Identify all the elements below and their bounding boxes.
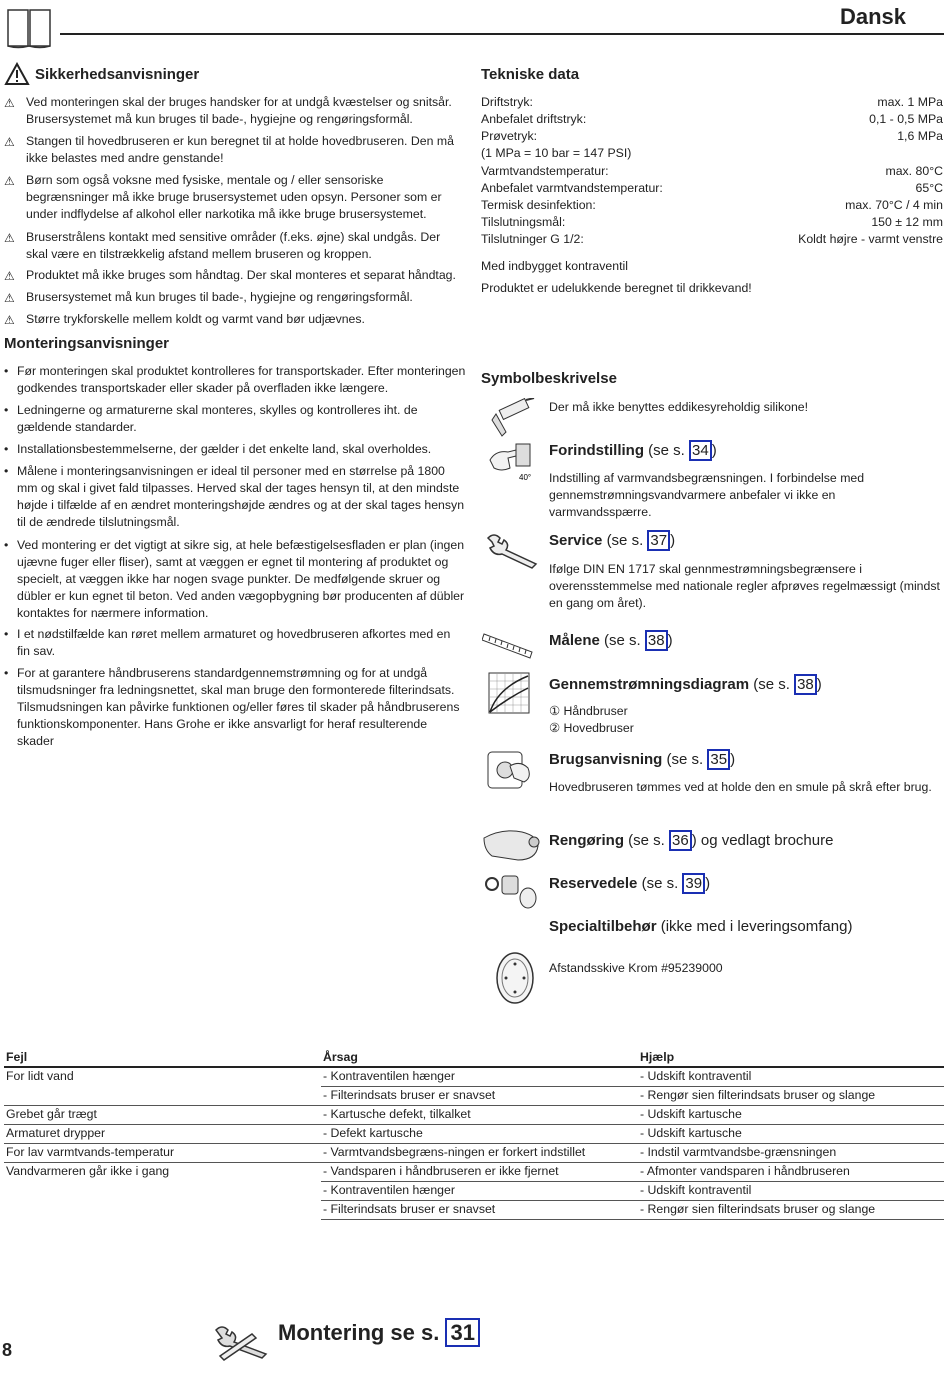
page-link-39[interactable]: 39	[682, 873, 705, 894]
special-heading: Specialtilbehør (ikke med i leveringsomfang)	[549, 918, 853, 935]
page-link-31[interactable]: 31	[445, 1318, 479, 1347]
safety-item: ⚠ Ved monteringen skal der bruges handsker for at undgå kvæstelser og snitsår. Brusersystemet må kun bruges til bade-, hygiejne og rengøringsformål.	[4, 95, 452, 126]
flow-diagram-icon	[488, 672, 530, 719]
warning-icon	[4, 62, 30, 91]
flow-item-1: ① Håndbruser	[549, 704, 628, 718]
table-row: - Kontraventilen hænger - Udskift kontraventil	[4, 1182, 944, 1201]
spares-heading: Reservedele (se s. 39 )	[549, 875, 711, 892]
table-row: Armaturet drypper - Defekt kartusche - Udskift kartusche	[4, 1125, 944, 1144]
presetting-text: Indstilling af varmvandsbegrænsningen. I forbindelse med gennemstrømningsvandvarmere anbefaler vi ikke en varmvandsspærre.	[549, 471, 865, 519]
book-icon	[6, 6, 52, 55]
operation-text: Hovedbruseren tømmes ved at holde den en smule på skrå efter brug.	[549, 780, 932, 794]
flow-heading: Gennemstrømningsdiagram (se s. 38 )	[549, 676, 822, 693]
mounting-item: • For at garantere håndbruserens standardgennemstrømning og for at undgå tilsmudsninger fra ledningsnettet, skal man bruge den formonterede filterindsats. Tilsmudsningen kan påvirke funktionen og/eller føres til skader på håndbruserens funktionskomponenter. Hans Grohe er ikke ansvarligt for heraf resulterende skader	[4, 666, 460, 748]
mounting-item: • Ledningerne og armaturerne skal monteres, skylles og kontrolleres iht. de gældende standarder.	[4, 403, 418, 434]
special-item: Afstandsskive Krom #95239000	[549, 961, 723, 975]
safety-item: ⚠ Brusersystemet må kun bruges til bade-, hygiejne og rengøringsformål.	[4, 290, 413, 305]
table-row: - Filterindsats bruser er snavset - Rengør sien filterindsats bruser og slange	[4, 1087, 944, 1106]
tech-note: Med indbygget kontraventil	[481, 259, 628, 273]
spacer-disc-icon	[492, 950, 538, 1011]
mounting-item: • I et nødstilfælde kan røret mellem armaturet og hovedbruseren afkortes med en fin sav.	[4, 627, 451, 658]
tech-row: (1 MPa = 10 bar = 147 PSI)	[481, 146, 632, 160]
table-row: - Filterindsats bruser er snavset - Rengør sien filterindsats bruser og slange	[4, 1201, 944, 1220]
mixer-handle-icon	[484, 746, 536, 797]
mounting-reference: Montering se s. 31	[278, 1320, 480, 1346]
mounting-item: • Før monteringen skal produktet kontrolleres for transportskader. Efter monteringen godkendes transportskader eller skader på overfladen ikke længere.	[4, 364, 466, 395]
warning-small-icon: ⚠	[4, 174, 15, 188]
wrench-icon	[484, 530, 540, 575]
mounting-item: • Installationsbestemmelserne, der gælder i det enkelte land, skal overholdes.	[4, 442, 432, 456]
mounting-item: • Ved montering er det vigtigt at sikre sig, at hele befæstigelsesfladen er plan (ingen ujævne fuger eller fliser), samt at væggen er egnet til montering af produktet og specielt, at væggen ikke har nogen svage punkter. De medfølgende skruer og dübler er kun egnet til beton. Ved anden vægopbygning bør producenten af dübler kontaktes for nærmere information.	[4, 538, 465, 620]
silicone-text: Der må ikke benyttes eddikesyreholdig silikone!	[549, 400, 809, 414]
flow-item-2: ② Hovedbruser	[549, 721, 634, 735]
page-link-37[interactable]: 37	[647, 530, 670, 551]
safety-item: ⚠ Børn som også voksne med fysiske, mentale og / eller sensoriske begrænsninger må ikke bruge brusersystemet uden opsyn. Personer som er under indflydelse af alkohol eller narkotika må ikke bruge brusersystemet.	[4, 173, 442, 221]
tech-row: Tilslutningsmål: 150 ± 12 mm	[481, 215, 943, 229]
dimensions-heading: Målene (se s. 38 )	[549, 632, 673, 649]
tech-row: Tilslutninger G 1/2: Koldt højre - varmt venstre	[481, 232, 943, 246]
page-link-35[interactable]: 35	[707, 749, 730, 770]
safety-item: ⚠ Større trykforskelle mellem koldt og varmt vand bør udjævnes.	[4, 312, 365, 327]
warning-small-icon: ⚠	[4, 269, 15, 283]
warning-small-icon: ⚠	[4, 291, 15, 305]
service-text: Ifølge DIN EN 1717 skal gennmestrømningsbegrænsere i overensstemmelse med nationale regler afprøves regelmæssigt (mindst en gang om året).	[549, 562, 940, 610]
table-row: For lidt vand - Kontraventilen hænger - Udskift kontraventil	[4, 1067, 944, 1087]
page-link-34[interactable]: 34	[689, 440, 712, 461]
language-title: Dansk	[839, 4, 906, 29]
page-link-38b[interactable]: 38	[794, 674, 817, 695]
tech-row: Anbefalet driftstryk: 0,1 - 0,5 MPa	[481, 112, 943, 126]
tech-row: Driftstryk: max. 1 MPa	[481, 95, 943, 109]
col-header-fault: Fejl	[4, 1048, 321, 1067]
tech-note: Produktet er udelukkende beregnet til drikkevand!	[481, 281, 752, 295]
table-row: Grebet går trægt - Kartusche defekt, tilkalket - Udskift kartusche	[4, 1106, 944, 1125]
safety-item: ⚠ Produktet må ikke bruges som håndtag. Der skal monteres et separat håndtag.	[4, 268, 456, 283]
warning-small-icon: ⚠	[4, 96, 15, 110]
header-rule	[60, 33, 944, 35]
col-header-cause: Årsag	[321, 1048, 638, 1067]
cleaning-hand-icon	[482, 826, 542, 871]
tech-row: Anbefalet varmtvandstemperatur: 65°C	[481, 181, 943, 195]
ruler-icon	[482, 632, 534, 677]
table-row: Vandvarmeren går ikke i gang - Vandsparen i håndbruseren er ikke fjernet - Afmonter vandsparen i håndbruseren	[4, 1163, 944, 1182]
warning-small-icon: ⚠	[4, 231, 15, 245]
mounting-item: • Målene i monteringsanvisningen er ideal til personer med en størrelse på 1800 mm og skal i givet fald tilpasses. Herved skal der tages hensyn til, at den mindste højde i tilfælde af en ændret monteringshøjde ændres og at der skal tages hensyn til de ændrede tilslutningsmål.	[4, 464, 465, 529]
safety-item: ⚠ Bruserstrålens kontakt med sensitive områder (f.eks. øjne) skal undgås. Der skal være en tilstrækkelig afstand mellem bruseren og kroppen.	[4, 230, 441, 261]
tech-row: Varmtvandstemperatur: max. 80°C	[481, 164, 943, 178]
spare-parts-icon	[482, 870, 540, 915]
tech-row: Prøvetryk: 1,6 MPa	[481, 129, 943, 143]
cleaning-heading: Rengøring (se s. 36 ) og vedlagt brochure	[549, 832, 834, 849]
fault-table	[4, 1048, 944, 1220]
svg-text:40°: 40°	[519, 473, 532, 482]
page-link-38[interactable]: 38	[645, 630, 668, 651]
tools-icon	[212, 1320, 270, 1367]
mounting-title: Monteringsanvisninger	[4, 335, 170, 352]
page-number: 8	[2, 1340, 13, 1360]
presetting-hand-icon	[486, 440, 538, 489]
technical-title: Tekniske data	[481, 66, 580, 83]
safety-item: ⚠ Stangen til hovedbruseren er kun beregnet til at holde hovedbruseren. Den må ikke belastes med andre genstande!	[4, 134, 454, 165]
safety-title: Sikkerhedsanvisninger	[35, 66, 200, 83]
tech-row: Termisk desinfektion: max. 70°C / 4 min	[481, 198, 943, 212]
page-link-36[interactable]: 36	[669, 830, 692, 851]
operation-heading: Brugsanvisning (se s. 35 )	[549, 751, 736, 768]
silicone-gun-icon	[486, 398, 536, 445]
presetting-heading: Forindstilling (se s. 34 )	[549, 442, 717, 459]
warning-small-icon: ⚠	[4, 313, 15, 327]
table-row: For lav varmtvands-temperatur - Varmtvandsbegræns-ningen er forkert indstillet - Indstil varmtvandsbe-grænsningen	[4, 1144, 944, 1163]
symbols-title: Symbolbeskrivelse	[481, 370, 617, 387]
warning-small-icon: ⚠	[4, 135, 15, 149]
service-heading: Service (se s. 37 )	[549, 532, 676, 549]
fault-table-header	[4, 1048, 944, 1067]
col-header-help: Hjælp	[638, 1048, 944, 1067]
